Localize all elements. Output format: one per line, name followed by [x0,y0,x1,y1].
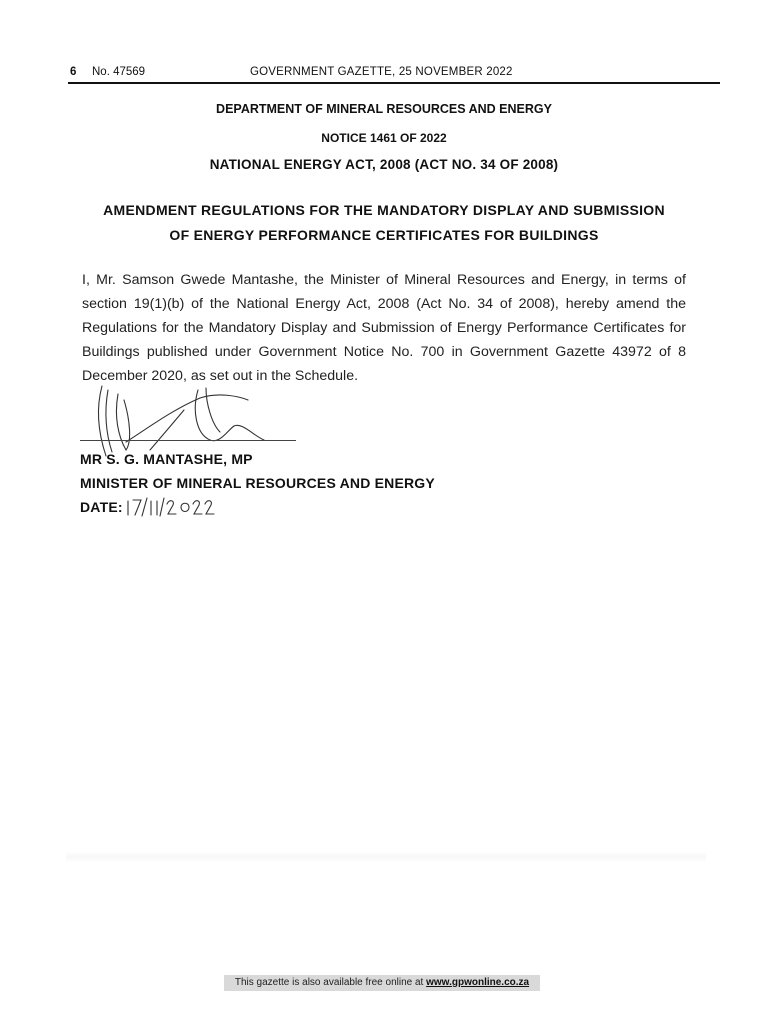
page-number: 6 [70,66,77,78]
regulation-title-line-1: AMENDMENT REGULATIONS FOR THE MANDATORY DISPLAY AND SUBMISSION [103,202,665,218]
handwritten-date-image [125,495,215,519]
signature-image [88,380,288,460]
regulation-title-line-2: OF ENERGY PERFORMANCE CERTIFICATES FOR BUILDINGS [169,227,599,243]
date-label: DATE: [80,499,123,515]
gpwonline-link[interactable]: www.gpwonline.co.za [426,977,530,988]
signature-line [80,440,296,441]
department-heading: DEPARTMENT OF MINERAL RESOURCES AND ENERGY [216,102,552,116]
footer-text: This gazette is also available free online at [234,977,427,988]
signatory-position: MINISTER OF MINERAL RESOURCES AND ENERGY [80,475,435,491]
gazette-footer [224,975,540,991]
notice-body: I, Mr. Samson Gwede Mantashe, the Minister of Mineral Resources and Energy, in terms of section 19(1)(b) of the National Energy Act, 2008 (Act No. 34 of 2008), hereby amend the Regulations for the Mandatory Display and Submission of Energy Performance Certificates for Buildings published under Government Notice No. 700 in Government Gazette 43972 of 8 December 2020, as set out in the Schedule. [82,272,686,384]
gazette-title: GOVERNMENT GAZETTE, 25 NOVEMBER 2022 [250,66,513,78]
gazette-header [68,62,720,84]
notice-number: NOTICE 1461 OF 2022 [321,131,447,145]
scan-artifact [66,852,706,862]
gazette-number: No. 47569 [92,66,146,78]
act-heading: NATIONAL ENERGY ACT, 2008 (ACT NO. 34 OF 2008) [209,157,559,172]
signatory-name: MR S. G. MANTASHE, MP [80,451,253,467]
